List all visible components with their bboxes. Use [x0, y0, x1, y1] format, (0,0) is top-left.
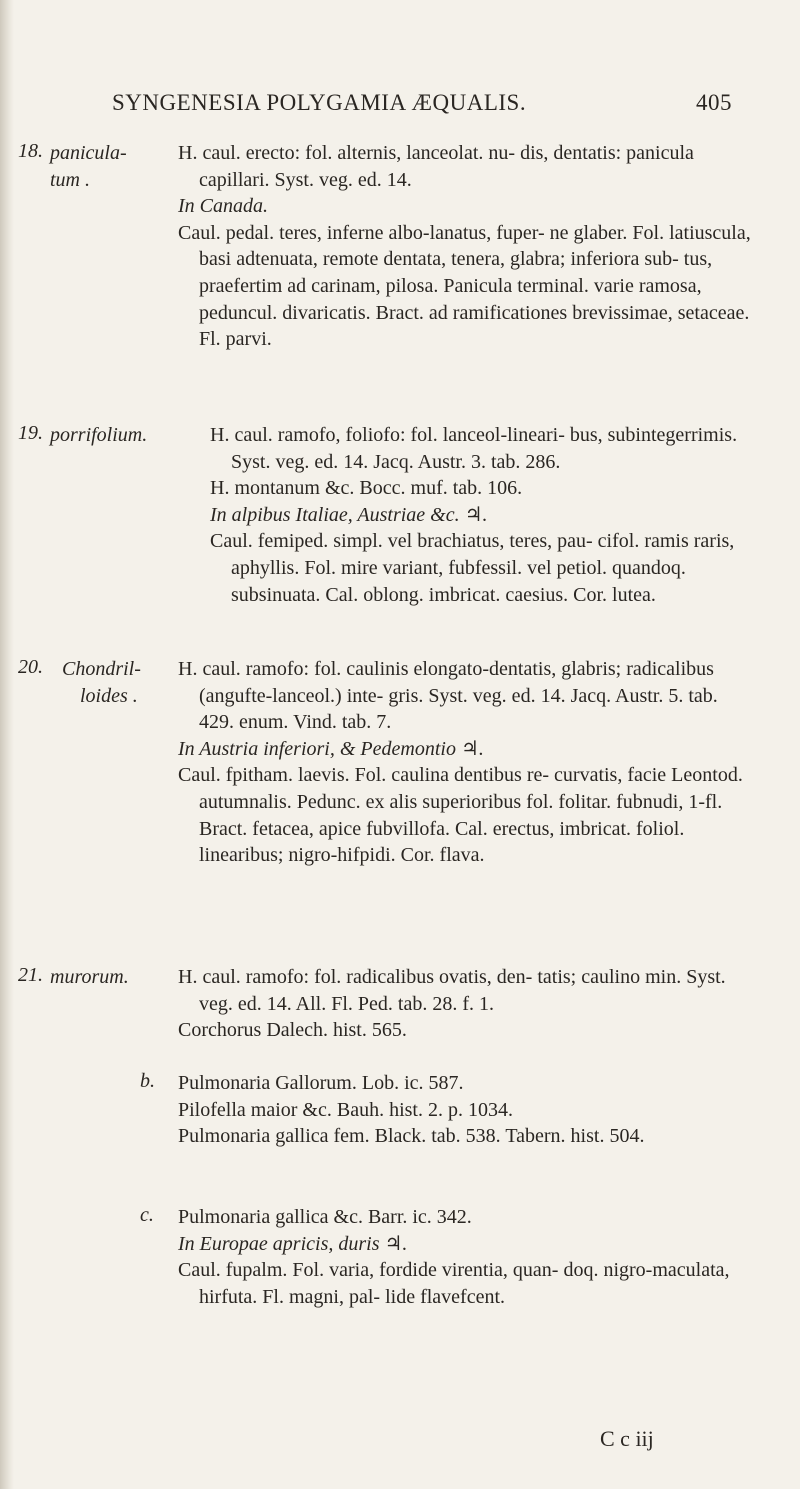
entry-number: 18. [18, 140, 43, 162]
page-spine-shadow [0, 0, 14, 1489]
page-number: 405 [696, 90, 732, 115]
habitat: In Austria inferiori, & Pedemontio ♃. [178, 737, 484, 760]
species-epithet: panicula- [50, 142, 127, 164]
description: Caul. femiped. simpl. vel brachiatus, teres, pau- cifol. ramis raris, aphyllis. Fol. mire variant, fubfessil. vel petiol. quandoq. subsinuata. Cal. oblong. imbricat. caesius. Cor. lutea. [210, 530, 735, 606]
description: Caul. pedal. teres, inferne albo-lanatus, fuper- ne glaber. Fol. latiuscula, basi adtenuata, remote dentata, tenera, glabra; inferiora sub- tus, praefertim ad carinam, pilosa. Panicula terminal. varie ramosa, peduncul. divaricatis. Bract. ad ramificationes brevissimae, setaceae. Fl. parvi. [178, 221, 751, 351]
species-epithet-cont: tum . [50, 169, 90, 191]
diagnosis: H. caul. ramofo: fol. radicalibus ovatis, den- tatis; caulino min. Syst. veg. ed. 14. All. Fl. Ped. tab. 28. f. 1. [178, 966, 726, 1015]
variety-letter: c. [140, 1204, 154, 1226]
signature-mark: C c iij [600, 1426, 654, 1451]
synonym: Pulmonaria gallica fem. Black. tab. 538. Tabern. hist. 504. [178, 1125, 645, 1148]
description: Caul. fpitham. laevis. Fol. caulina dentibus re- curvatis, facie Leontod. autumnalis. Pedunc. ex alis superioribus fol. folitar. fubnudi, 1-fl. Bract. fetacea, apice fubvillofa. Cal. erectus, imbricat. foliol. linearibus; nigro-hifpidi. Cor. flava. [178, 764, 743, 867]
species-epithet: murorum. [50, 966, 129, 988]
entry-number: 20. [18, 656, 43, 678]
habitat: In alpibus Italiae, Austriae &c. ♃. [210, 503, 488, 526]
variety-text [178, 1070, 753, 1150]
synonym: Pilofella maior &c. Bauh. hist. 2. p. 1034. [178, 1098, 513, 1121]
entry-number: 19. [18, 422, 43, 444]
diagnosis: H. caul. ramofo, foliofo: fol. lanceol-lineari- bus, subintegerrimis. Syst. veg. ed. 14. Jacq. Austr. 3. tab. 286. [210, 424, 738, 473]
variety-letter: b. [140, 1070, 155, 1092]
habitat: In Canada. [178, 195, 268, 218]
description: Caul. fupalm. Fol. varia, fordide virentia, quan- doq. nigro-maculata, hirfuta. Fl. magni, pal- lide flavefcent. [178, 1259, 730, 1308]
species-epithet: porrifolium. [50, 424, 148, 446]
running-header [112, 90, 732, 130]
entry-number: 21. [18, 964, 43, 986]
habitat: In Europae apricis, duris ♃. [178, 1232, 408, 1255]
header-title: SYNGENESIA POLYGAMIA ÆQUALIS. [112, 90, 527, 115]
synonym: Pulmonaria Gallorum. Lob. ic. 587. [178, 1072, 464, 1094]
entry-text [210, 422, 755, 608]
synonym: Pulmonaria gallica &c. Barr. ic. 342. [178, 1206, 472, 1228]
entry-text [178, 964, 753, 1044]
species-epithet: Chondril- [62, 658, 141, 680]
diagnosis: H. caul. ramofo: fol. caulinis elongato-dentatis, glabris; radicalibus (angufte-lanceol.) inte- gris. Syst. veg. ed. 14. Jacq. Austr. 5. tab. 429. enum. Vind. tab. 7. [178, 658, 718, 734]
synonym: H. montanum &c. Bocc. muf. tab. 106. [210, 477, 523, 500]
variety-text [178, 1204, 753, 1310]
diagnosis: H. caul. erecto: fol. alternis, lanceolat. nu- dis, dentatis: panicula capillari. Syst. veg. ed. 14. [178, 142, 694, 191]
synonym: Corchorus Dalech. hist. 565. [178, 1019, 407, 1042]
species-epithet-cont: loides . [80, 685, 138, 707]
entry-text [178, 656, 753, 869]
entry-text [178, 140, 753, 353]
